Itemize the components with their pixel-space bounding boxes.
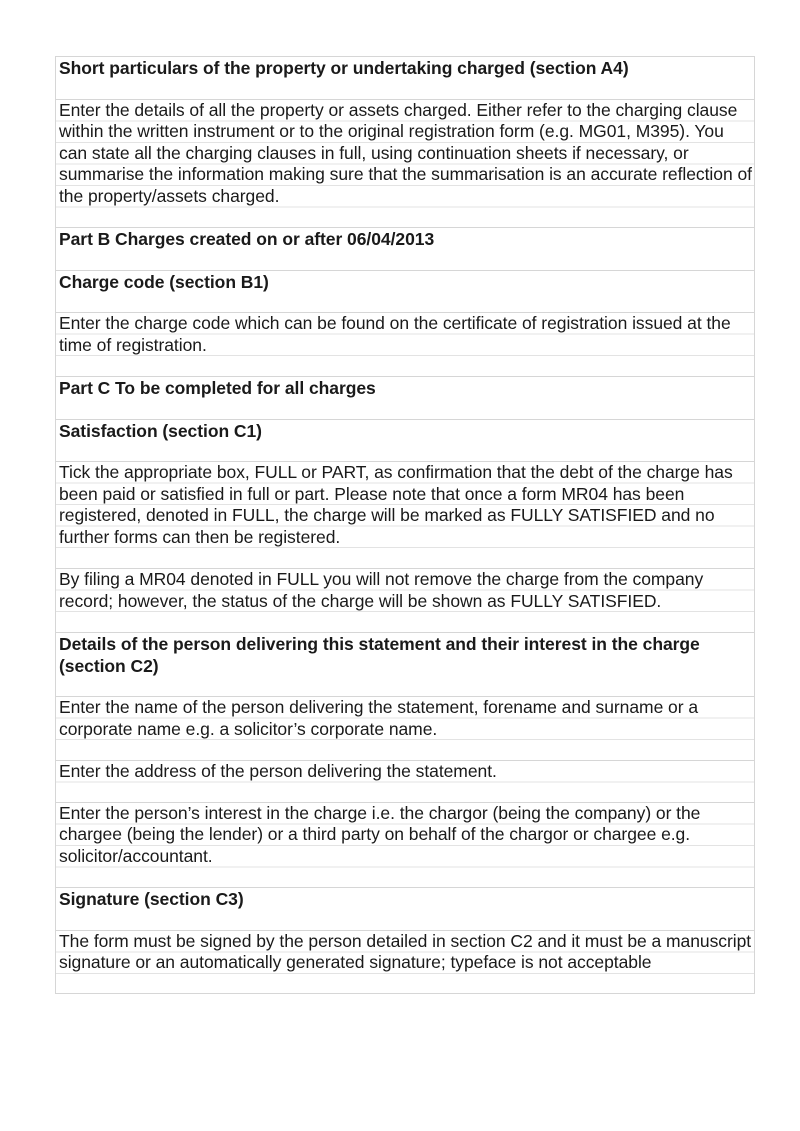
heading-part-c: [56, 376, 754, 419]
heading-text: Part C To be completed for all charges: [59, 378, 376, 398]
paragraph-text: Enter the person’s interest in the charge i.e. the chargor (being the company) or the chargee (being the lender) or a third party on behalf of the chargor or chargee e.g. solicitor/accountant.: [59, 802, 701, 866]
paragraph-person-name: [56, 696, 754, 760]
heading-text: Part B Charges created on or after 06/04/2013: [59, 229, 435, 249]
heading-signature: [56, 887, 754, 930]
paragraph-text: The form must be signed by the person detailed in section C2 and it must be a manuscript signature or an automatically generated signature; typeface is not acceptable: [59, 930, 752, 972]
paragraph-property-details: [56, 99, 754, 228]
paragraph-text: By filing a MR04 denoted in FULL you will not remove the charge from the company record; however, the status of the charge will be shown as FULLY SATISFIED.: [59, 569, 704, 611]
paragraph-filing-mr04: [56, 568, 754, 632]
paragraph-person-interest: [56, 802, 754, 888]
heading-person-details: [56, 632, 754, 696]
heading-text: Signature (section C3): [59, 889, 244, 909]
heading-satisfaction: [56, 419, 754, 462]
paragraph-text: Tick the appropriate box, FULL or PART, as confirmation that the debt of the charge has been paid or satisfied in full or part. Please note that once a form MR04 has been registered, denoted in FULL, the charge will be marked as FULLY SATISFIED and no further forms can then be registered.: [59, 462, 733, 547]
paragraph-text: Enter the address of the person delivering the statement.: [59, 761, 497, 781]
heading-part-b: [56, 227, 754, 270]
paragraph-text: Enter the name of the person delivering the statement, forename and surname or a corporate name e.g. a solicitor’s corporate name.: [59, 697, 699, 739]
heading-text: Details of the person delivering this statement and their interest in the charge (section C2): [59, 634, 700, 676]
heading-text: Short particulars of the property or undertaking charged (section A4): [59, 58, 629, 78]
guidance-table: [55, 56, 755, 994]
paragraph-person-address: [56, 760, 754, 802]
heading-charge-code: [56, 270, 754, 313]
heading-text: Satisfaction (section C1): [59, 420, 262, 441]
paragraph-signature: [56, 930, 754, 993]
heading-text: Charge code (section B1): [59, 271, 269, 292]
heading-short-particulars: [56, 57, 754, 99]
paragraph-charge-code: [56, 312, 754, 376]
paragraph-satisfaction: [56, 461, 754, 568]
paragraph-text: Enter the charge code which can be found on the certificate of registration issued at the time of registration.: [59, 313, 731, 355]
paragraph-text: Enter the details of all the property or assets charged. Either refer to the charging clause within the written instrument or to the original registration form (e.g. MG01, M395). You can state all the charging clauses in full, using continuation sheets if necessary, or summarise the information making sure that the summarisation is an accurate reflection of the property/assets charged.: [59, 99, 752, 206]
